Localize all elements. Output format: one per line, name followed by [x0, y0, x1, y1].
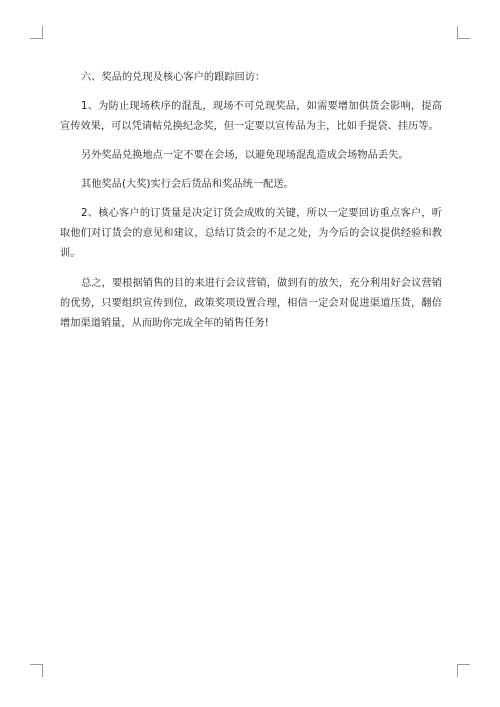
crop-mark-bottom-right — [457, 664, 470, 677]
section-heading: 六、奖品的兑现及核心客户的跟踪回访： — [81, 72, 266, 83]
paragraph-core-customer-followup: 2、核心客户的订货量是决定订货会成败的关键，所以一定要回访重点客户，听取他们对订货会的意见和建议，总结订货会的不足之处，为今后的会议提供经验和教训。 — [60, 208, 442, 259]
paragraph-summary: 总之，要根据销售的目的来进行会议营销，做到有的放矢，充分利用好会议营销的优势，只要组织宣传到位，政策奖项设置合理，相信一定会对促进渠道压货，翻倍增加渠道销量，从而助你完成全年的销售任务! — [60, 278, 442, 329]
crop-mark-top-right — [457, 26, 470, 39]
paragraph-grand-prize-delivery: 其他奖品(大奖)实行会后货品和奖品统一配送。 — [81, 179, 294, 190]
paragraph-prize-redemption: 1、为防止现场秩序的混乱，现场不可兑现奖品，如需要增加供货会影响，提高宣传效果，可以凭请帖兑换纪念奖，但一定要以宣传品为主，比如手提袋、挂历等。 — [60, 101, 442, 132]
paragraph-redemption-location: 另外奖品兑换地点一定不要在会场，以避免现场混乱造成会场物品丢失。 — [81, 150, 409, 161]
crop-mark-top-left — [30, 26, 43, 39]
crop-mark-bottom-left — [30, 664, 43, 677]
document-body — [60, 68, 442, 344]
